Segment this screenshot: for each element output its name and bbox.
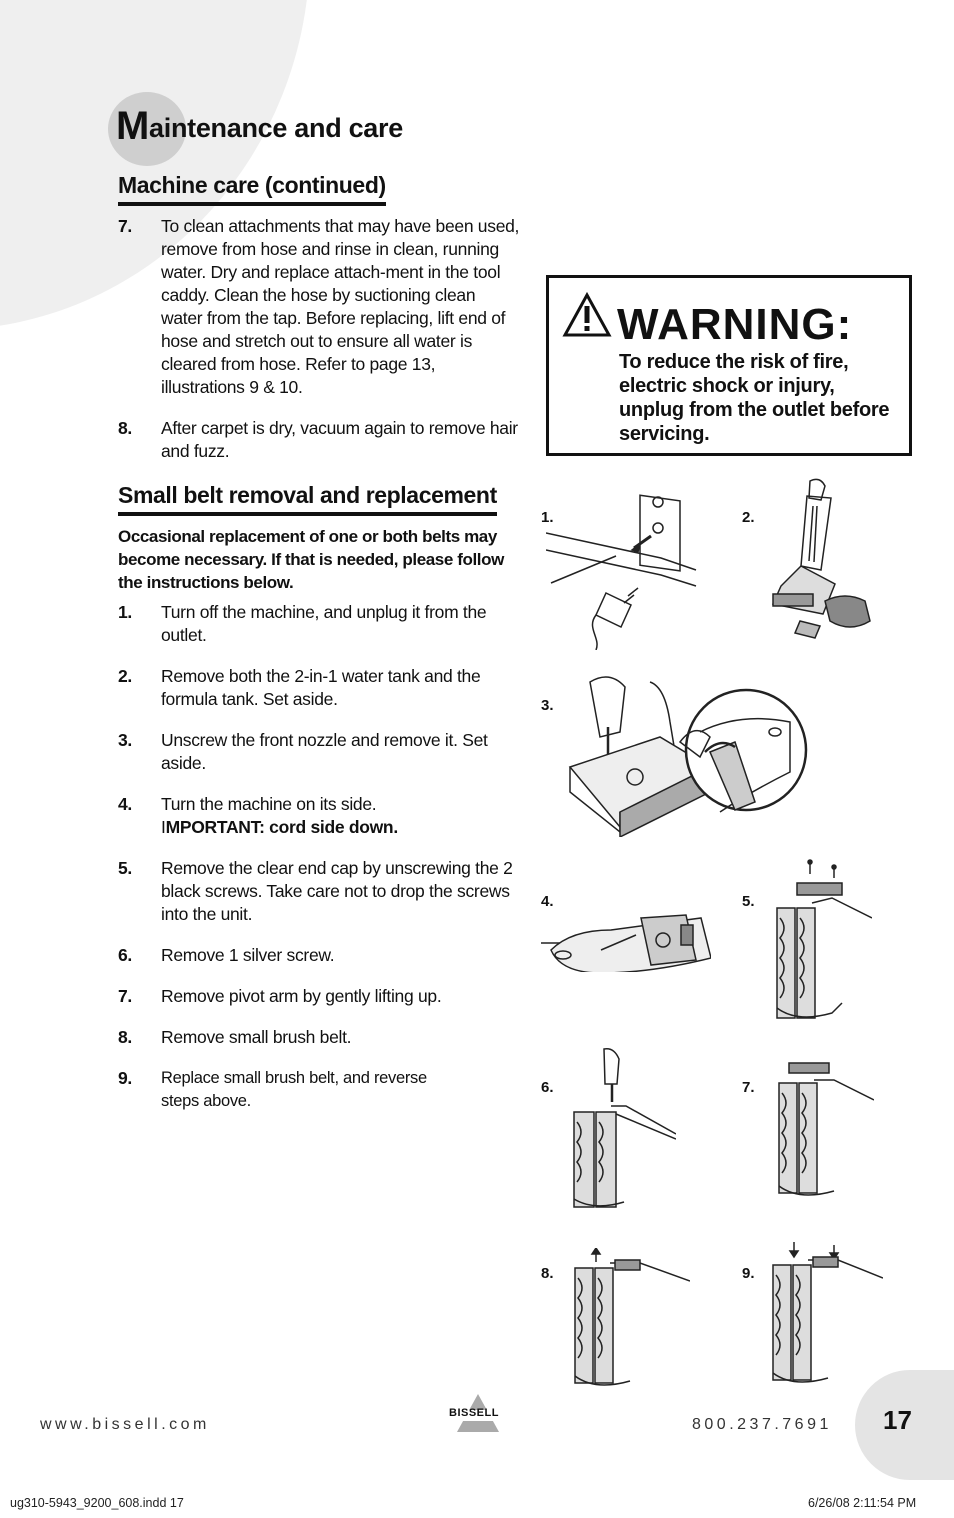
illustration-label: 9.	[742, 1265, 755, 1282]
page-title: Maintenance and care	[116, 104, 403, 148]
machine-care-heading: Machine care (continued)	[118, 172, 386, 206]
list-item: 2. Remove both the 2-in-1 water tank and the formula tank. Set aside.	[118, 666, 481, 709]
list-item: 8. Remove small brush belt.	[118, 1027, 352, 1047]
silver-screw-illustration	[566, 1044, 676, 1214]
list-item: 9. Replace small brush belt, and reverse steps above.	[118, 1068, 427, 1110]
list-item: 8. After carpet is dry, vacuum again to remove hair and fuzz.	[118, 418, 518, 461]
illustration-label: 5.	[742, 893, 755, 910]
important-note: MPORTANT: cord side down.	[165, 817, 398, 837]
warning-box	[546, 275, 912, 456]
illustration-label: 7.	[742, 1079, 755, 1096]
end-cap-screws-illustration	[772, 858, 872, 1026]
page-number: 17	[883, 1405, 912, 1435]
footer-phone: 800.237.7691	[692, 1416, 832, 1433]
bissell-logo: BISSELL	[447, 1392, 509, 1439]
illustration-label: 6.	[541, 1079, 554, 1096]
warning-triangle-icon	[562, 292, 612, 338]
pivot-arm-illustration	[774, 1058, 874, 1214]
replace-belt-illustration	[768, 1240, 883, 1396]
list-item: 6. Remove 1 silver screw.	[118, 945, 335, 965]
illustration-label: 8.	[541, 1265, 554, 1282]
belt-steps	[118, 601, 520, 1113]
remove-belt-illustration	[570, 1248, 690, 1394]
illustration-label: 3.	[541, 697, 554, 714]
warning-title: WARNING:	[617, 300, 853, 349]
print-slug-file: ug310-5943_9200_608.indd 17	[10, 1496, 184, 1510]
outlet-unplug-illustration	[546, 478, 706, 650]
warning-text: To reduce the risk of fire, electric shock or injury, unplug from the outlet before servicing.	[619, 351, 890, 445]
unscrew-nozzle-illustration	[560, 672, 810, 837]
belt-heading: Small belt removal and replacement	[118, 482, 497, 516]
list-item: 4. Turn the machine on its side. IMPORTANT: cord side down.	[118, 794, 398, 837]
footer-url: www.bissell.com	[40, 1416, 210, 1433]
machine-care-steps	[118, 215, 520, 463]
list-item: 3. Unscrew the front nozzle and remove it. Set aside.	[118, 730, 488, 773]
illustration-label: 2.	[742, 509, 755, 526]
machine-tanks-removed-illustration	[765, 476, 880, 646]
machine-on-side-illustration	[541, 910, 711, 972]
list-item: 7. To clean attachments that may have been used, remove from hose and rinse in clean, running water. Dry and replace attach-ment in the tool caddy. Clean the hose by suctioning clean water from the tap. Before replacing, lift end of hose and stretch out to ensure all water is cleared from hose. Refer to page 13, illustrations 9 & 10.	[118, 216, 520, 397]
print-slug-date: 6/26/08 2:11:54 PM	[808, 1496, 917, 1510]
list-item: 7. Remove pivot arm by gently lifting up.	[118, 986, 442, 1006]
list-item: 5. Remove the clear end cap by unscrewing the 2 black screws. Take care not to drop the screws into the unit.	[118, 858, 513, 924]
illustration-label: 4.	[541, 893, 554, 910]
list-item: 1. Turn off the machine, and unplug it from the outlet.	[118, 602, 487, 645]
belt-intro: Occasional replacement of one or both belts may become necessary. If that is needed, please follow the instructions below.	[118, 527, 504, 592]
illustration-label: 1.	[541, 509, 554, 526]
